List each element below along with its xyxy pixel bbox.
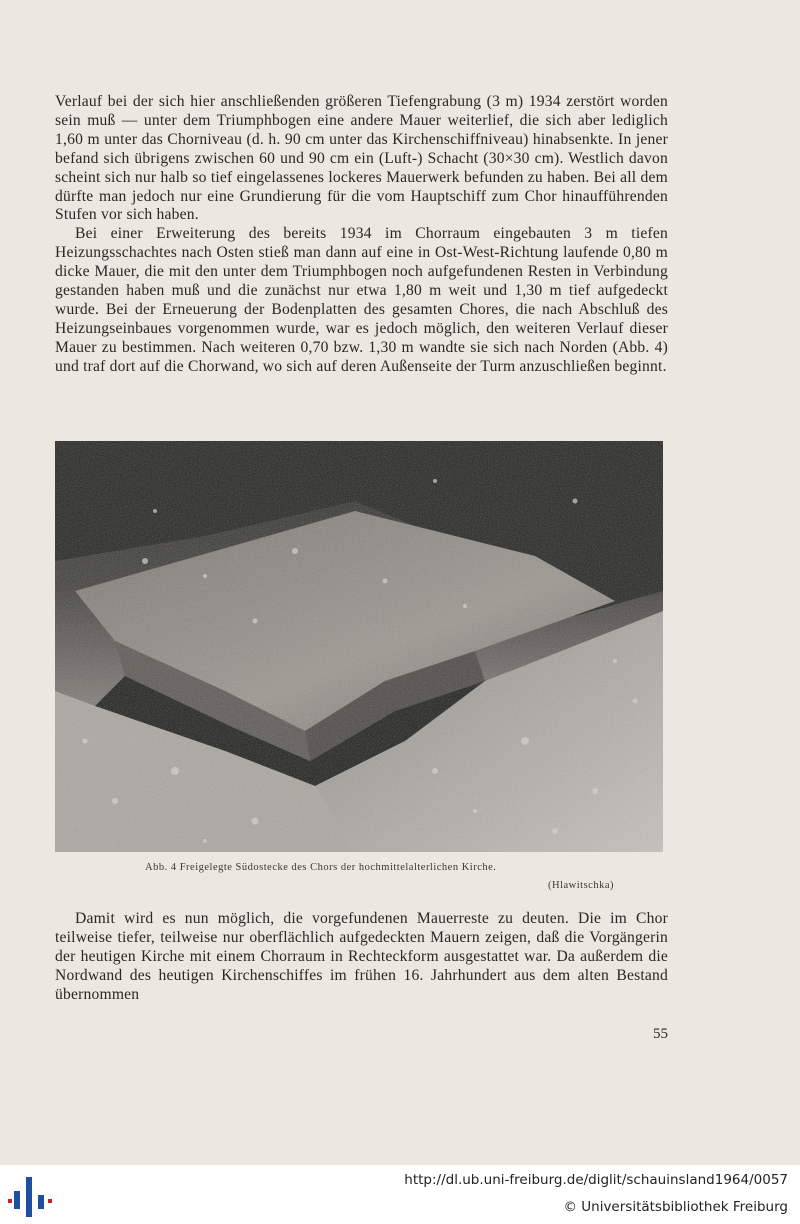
paragraph: Bei einer Erweiterung des bereits 1934 im Chorraum eingebauten 3 m tiefen Heizungsschachtes nach Osten stieß man dann auf eine in Ost-West-Richtung laufende 0,80 m dicke Mauer, die mit den unter dem Triumphbogen noch aufgefundenen Resten in Verbindung gestanden haben muß und die zunächst nur etwa 1,80 m weit und 1,30 m tief aufgedeckt wurde. Bei der Erneuerung der Bodenplatten des gesamten Chores, die nach Abschluß des Heizungseinbaues vorgenommen wurde, war es jedoch möglich, den weiteren Verlauf dieser Mauer zu bestimmen. Nach weiteren 0,70 bzw. 1,30 m wandte sie sich nach Norden (Abb. 4) und traf dort auf die Chorwand, wo sich auf deren Außenseite der Turm anzuschließen beginnt. bbox=[55, 225, 668, 375]
paragraph: Damit wird es nun möglich, die vorgefundenen Mauerreste zu deuten. Die im Chor teilweise tiefer, teilweise nur oberflächlich aufgedeckten Mauern zeigen, daß die Vorgängerin der heutigen Kirche mit einem Chorraum in Rechteckform ausgestattet war. Da außerdem die Nordwand des heutigen Kirchenschiffes im frühen 16. Jahrhundert aus dem alten Bestand übernommen bbox=[55, 910, 668, 1003]
viewer-footer bbox=[0, 1165, 800, 1224]
excavation-photo bbox=[55, 441, 663, 852]
body-text-top bbox=[55, 93, 668, 377]
body-text-bottom bbox=[55, 910, 668, 1005]
copyright-notice: © Universitätsbibliothek Freiburg bbox=[563, 1199, 788, 1215]
paragraph: Verlauf bei der sich hier anschließenden größeren Tiefengrabung (3 m) 1934 zerstört worden sein muß — unter dem Triumphbogen eine andere Mauer weiterlief, die sich aber lediglich 1,60 m unter das Chorniveau (d. h. 90 cm unter das Kirchenschiffniveau) hinabsenkte. In jener befand sich übrigens zwischen 60 und 90 cm ein (Luft-) Schacht (30×30 cm). Westlich davon scheint sich nur halb so tief eingelassenes lockeres Mauerwerk befunden zu haben. Bei all dem dürfte man jedoch nur eine Grundierung für die vom Hauptschiff zum Chor hinaufführenden Stufen vor sich haben. bbox=[55, 93, 668, 224]
permalink-url[interactable]: http://dl.ub.uni-freiburg.de/diglit/schauinsland1964/0057 bbox=[404, 1172, 788, 1188]
figure-caption: Abb. 4 Freigelegte Südostecke des Chors der hochmittelalterlichen Kirche. bbox=[145, 862, 497, 873]
photo-image bbox=[55, 441, 663, 852]
university-library-logo bbox=[8, 1175, 52, 1219]
figure-credit: (Hlawitschka) bbox=[548, 880, 614, 891]
page-number: 55 bbox=[653, 1026, 668, 1042]
